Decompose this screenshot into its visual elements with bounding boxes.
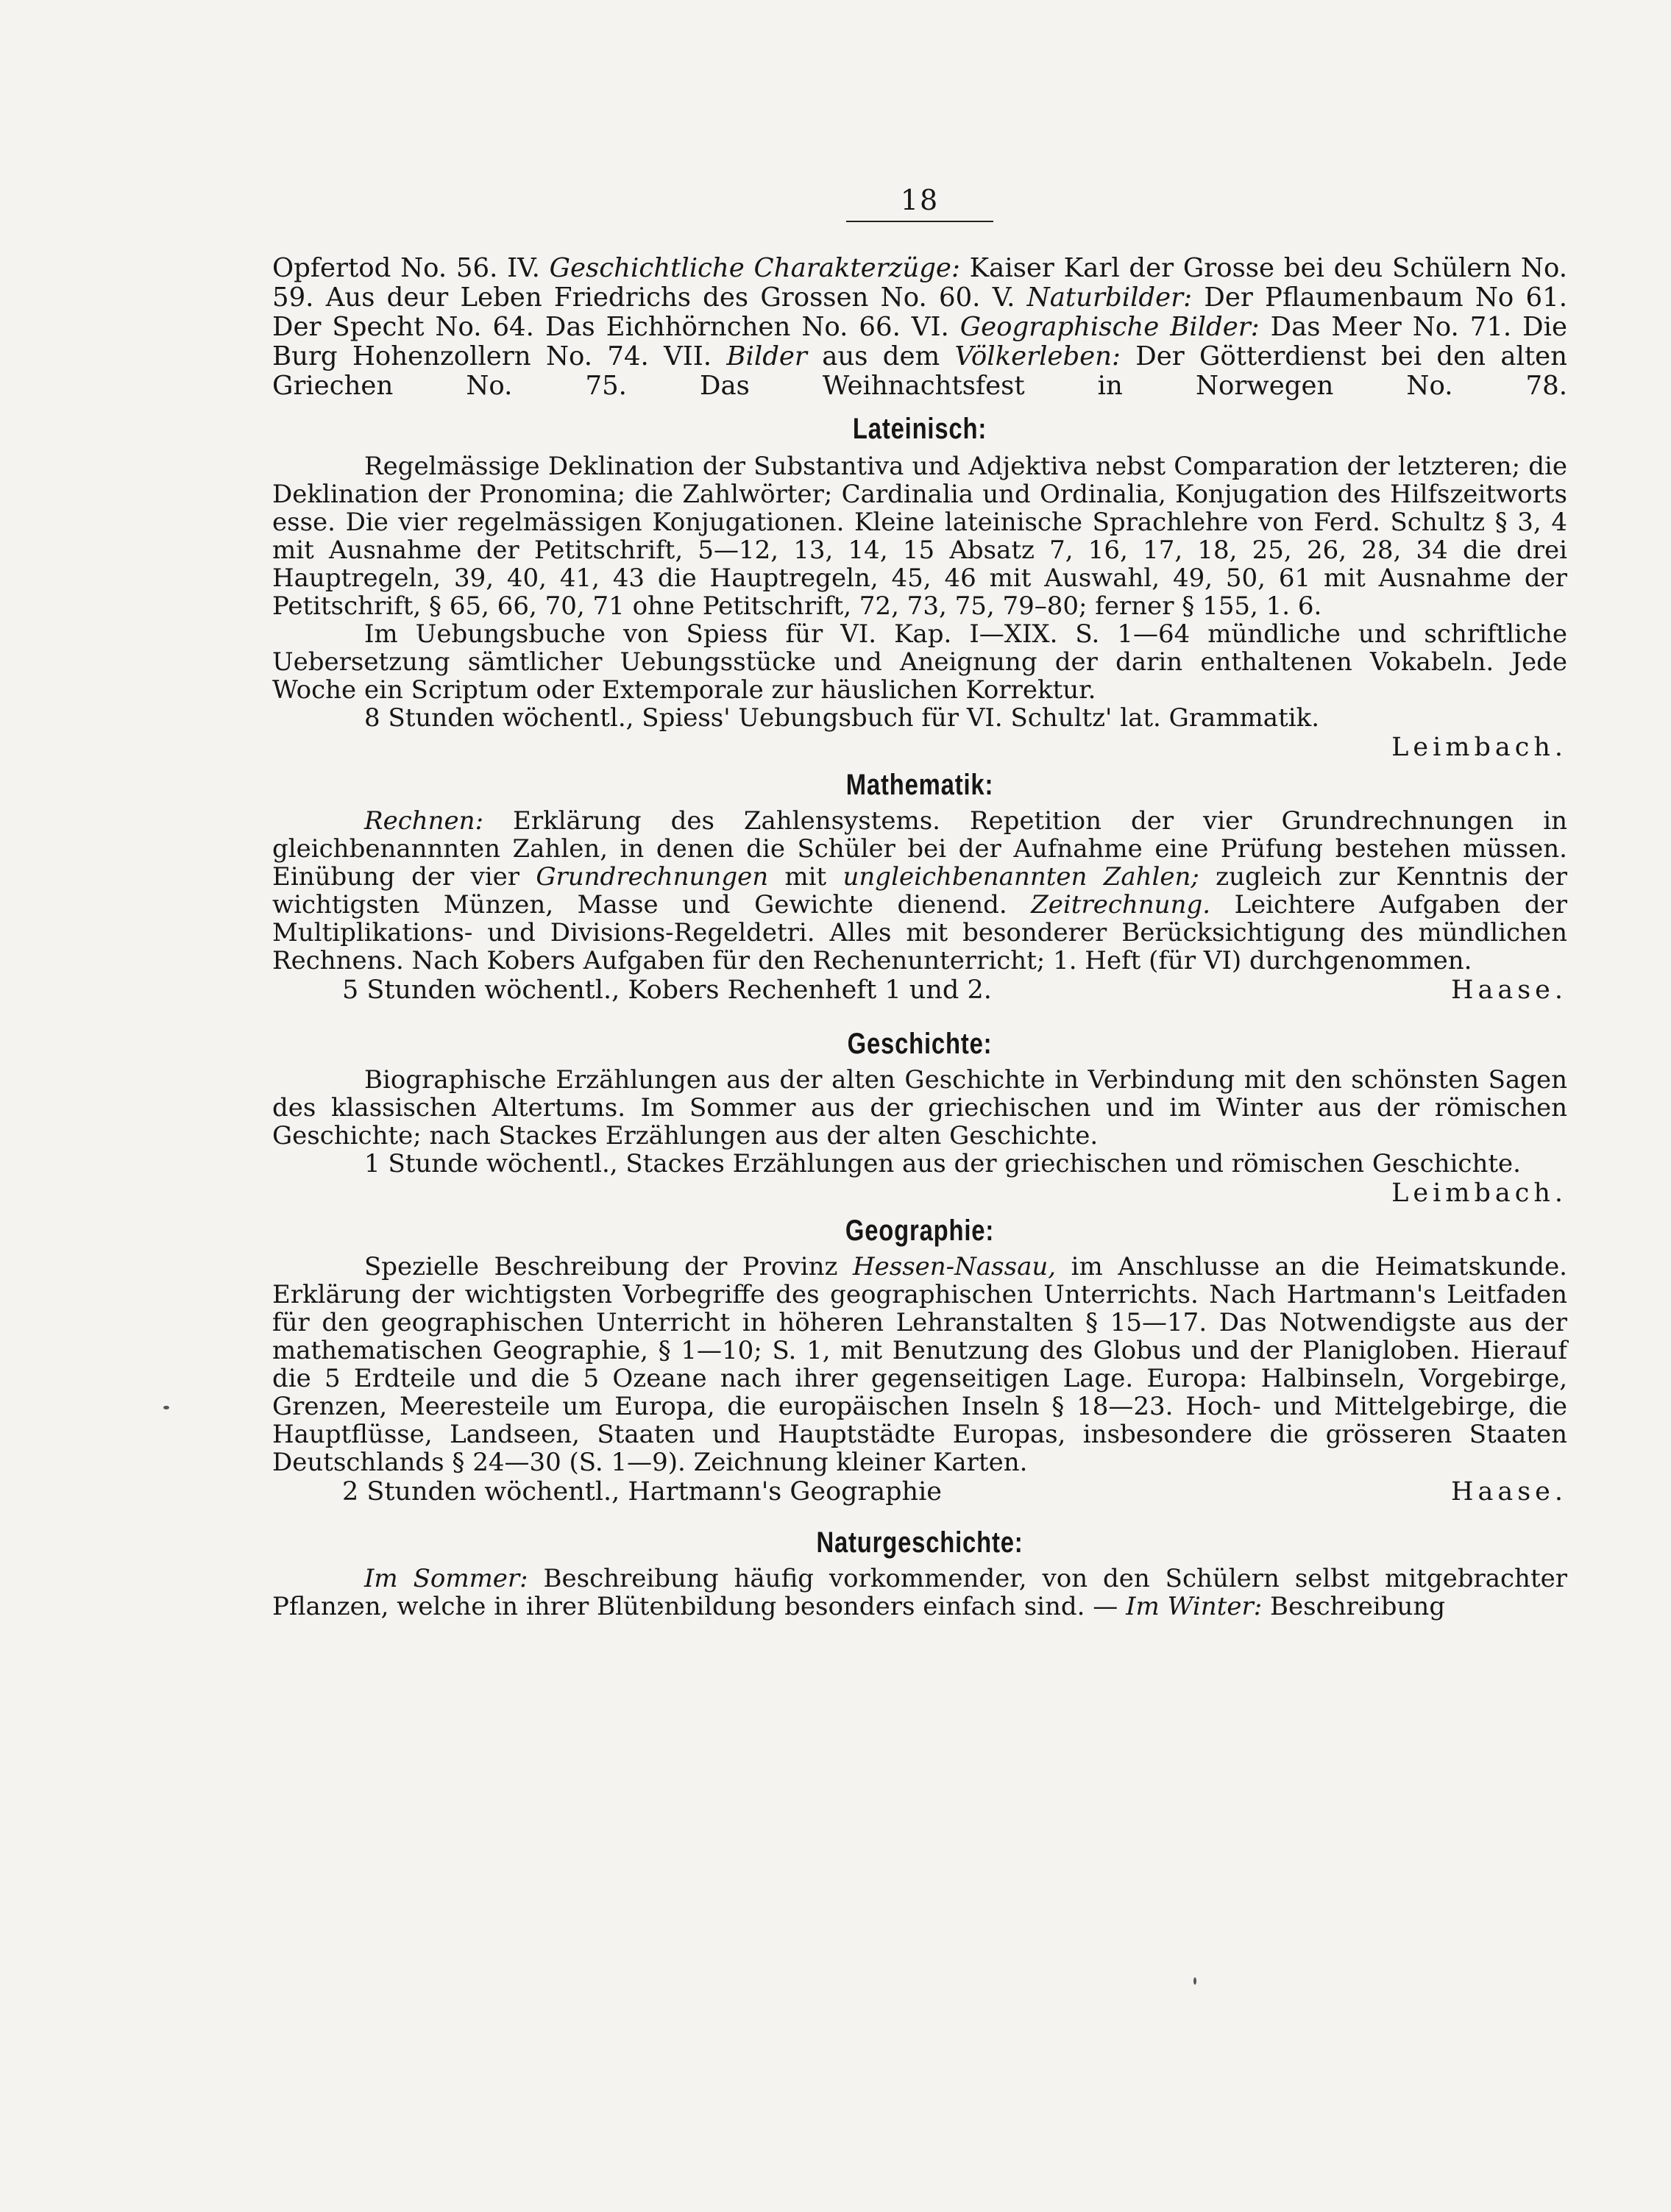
mathematik-hours-row <box>272 975 1567 1006</box>
section-heading-naturgeschichte: Naturgeschichte: <box>816 1526 1023 1559</box>
page-number: 18 <box>900 184 940 216</box>
geographie-hours: 2 Stunden wöchentl., Hartmann's Geographie <box>342 1477 942 1507</box>
page-number-rule <box>846 221 993 222</box>
naturgeschichte-paragraph: Im Sommer: Beschreibung häufig vorkommender, von den Schülern selbst mitgebrachter Pflanzen, welche in ihrer Blütenbildung besonders einfach sind. — Im Winter: Beschreibung <box>272 1564 1567 1621</box>
scan-speck <box>1193 1977 1196 1985</box>
section-heading-geographie: Geographie: <box>845 1215 995 1247</box>
lateinisch-teacher: Leimbach. <box>1391 733 1567 762</box>
geschichte-paragraph: Biographische Erzählungen aus der alten Geschichte in Verbindung mit den schönsten Sagen des klassischen Altertums. Im Sommer aus der griechischen und im Winter aus der römischen Geschichte; nach Stackes Erzählungen aus der alten Geschichte. <box>272 1065 1567 1151</box>
intro-paragraph: Opfertod No. 56. IV. Geschichtliche Charakterzüge: Kaiser Karl der Grosse bei deu Schülern No. 59. Aus deur Leben Friedrichs des Grossen No. 60. V. Naturbilder: Der Pflaumenbaum No 61. Der Specht No. 64. Das Eichhörnchen No. 66. VI. Geographische Bilder: Das Meer No. 71. Die Burg Hohenzollern No. 74. VII. Bilder aus dem Völkerleben: Der Götterdienst bei den alten Griechen No. 75. Das Weihnachtsfest in Norwegen No. 78. <box>272 253 1567 401</box>
section-heading-lateinisch: Lateinisch: <box>852 413 987 445</box>
scan-speck <box>163 1406 169 1409</box>
geschichte-hours: 1 Stunde wöchentl., Stackes Erzählungen aus der griechischen und römischen Geschichte. <box>364 1149 1521 1178</box>
geschichte-teacher: Leimbach. <box>1391 1178 1567 1208</box>
lateinisch-hours: 8 Stunden wöchentl., Spiess' Uebungsbuch für VI. Schultz' lat. Grammatik. <box>364 703 1320 733</box>
lateinisch-paragraph: Regelmässige Deklination der Substantiva und Adjektiva nebst Comparation der letzteren; die Deklination der Pronomina; die Zahlwörter; Cardinalia und Ordinalia, Konjugation des Hilfszeitworts esse. Die vier regelmässigen Konjugationen. Kleine lateinische Sprachlehre von Ferd. Schultz § 3, 4 mit Ausnahme der Petitschrift, 5—12, 13, 14, 15 Absatz 7, 16, 17, 18, 25, 26, 28, 34 die drei Hauptregeln, 39, 40, 41, 43 die Hauptregeln, 45, 46 mit Auswahl, 49, 50, 61 mit Ausnahme der Petitschrift, § 65, 66, 70, 71 ohne Petitschrift, 72, 73, 75, 79–80; ferner § 155, 1. 6. <box>272 452 1567 621</box>
geographie-teacher: Haase. <box>1450 1477 1567 1507</box>
mathematik-hours: 5 Stunden wöchentl., Kobers Rechenheft 1 und 2. <box>342 975 992 1005</box>
geographie-hours-row <box>272 1476 1567 1507</box>
page-text <box>272 254 1567 1621</box>
section-heading-geschichte: Geschichte: <box>847 1028 993 1060</box>
geographie-paragraph: Spezielle Beschreibung der Provinz Hessen-Nassau, im Anschlusse an die Heimatskunde. Erklärung der wichtigsten Vorbegriffe des geographischen Unterrichts. Nach Hartmann's Leitfaden für den geographischen Unterricht in höheren Lehranstalten § 15—17. Das Notwendigste aus der mathematischen Geographie, § 1—10; S. 1, mit Benutzung des Globus und der Planigloben. Hierauf die 5 Erdteile und die 5 Ozeane nach ihrer gegenseitigen Lage. Europa: Halbinseln, Vorgebirge, Grenzen, Meeresteile um Europa, die europäischen Inseln § 18—23. Hoch- und Mittelgebirge, die Hauptflüsse, Landseen, Staaten und Hauptstädte Europas, insbesondere die grösseren Staaten Deutschlands § 24—30 (S. 1—9). Zeichnung kleiner Karten. <box>272 1252 1567 1477</box>
mathematik-teacher: Haase. <box>1450 975 1567 1005</box>
lateinisch-uebungsbuch-paragraph: Im Uebungsbuche von Spiess für VI. Kap. I—XIX. S. 1—64 mündliche und schriftliche Uebersetzung sämtlicher Uebungsstücke und Aneignung der darin enthaltenen Vokabeln. Jede Woche ein Scriptum oder Extemporale zur häuslichen Korrektur. <box>272 619 1567 705</box>
mathematik-paragraph: Rechnen: Erklärung des Zahlensystems. Repetition der vier Grundrechnungen in gleichbenannnten Zahlen, in denen die Schüler bei der Aufnahme eine Prüfung bestehen müssen. Einübung der vier Grundrechnungen mit ungleichbenannten Zahlen; zugleich zur Kenntnis der wichtigsten Münzen, Masse und Gewichte dienend. Zeitrechnung. Leichtere Aufgaben der Multiplikations- und Divisions-Regeldetri. Alles mit besonderer Berücksichtigung des mündlichen Rechnens. Nach Kobers Aufgaben für den Rechenunterricht; 1. Heft (für VI) durchgenommen. <box>272 806 1567 975</box>
section-heading-mathematik: Mathematik: <box>845 769 994 801</box>
